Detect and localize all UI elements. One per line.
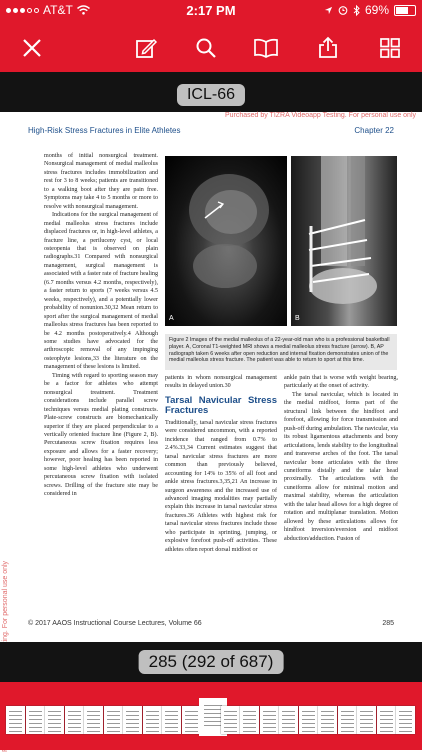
thumbnail-text-line bbox=[9, 723, 22, 724]
thumbnail-text-line bbox=[341, 731, 354, 732]
thumbnail-page[interactable] bbox=[123, 706, 142, 734]
thumbnail-text-line bbox=[146, 715, 159, 716]
figure-2 bbox=[165, 156, 397, 331]
thumbnail-text-line bbox=[224, 719, 237, 720]
thumbnail-text-line bbox=[321, 731, 334, 732]
thumbnail-text-line bbox=[360, 723, 373, 724]
thumbnail-text-line bbox=[263, 723, 276, 724]
thumbnail-text-line bbox=[107, 731, 120, 732]
thumbnail-text-line bbox=[204, 725, 222, 726]
thumbnail-text-line bbox=[321, 715, 334, 716]
thumbnail-text-line bbox=[126, 719, 139, 720]
thumbnail-text-line bbox=[341, 715, 354, 716]
thumbnail-text-line bbox=[360, 711, 373, 712]
thumbnail-text-line bbox=[302, 711, 315, 712]
thumbnail-text-line bbox=[107, 715, 120, 716]
thumbnail-text-line bbox=[146, 727, 159, 728]
thumbnail-text-line bbox=[165, 723, 178, 724]
close-button[interactable] bbox=[16, 32, 48, 64]
thumbnail-text-line bbox=[380, 727, 393, 728]
thumbnail-text-line bbox=[399, 715, 412, 716]
page-indicator-bar bbox=[0, 642, 422, 682]
thumbnail-text-line bbox=[165, 727, 178, 728]
thumbnail-text-line bbox=[9, 731, 22, 732]
thumbnail-text-line bbox=[243, 711, 256, 712]
thumbnail-text-line bbox=[48, 719, 61, 720]
thumbnail-page[interactable] bbox=[6, 706, 25, 734]
thumbnail-text-line bbox=[321, 727, 334, 728]
thumbnail-text-line bbox=[165, 711, 178, 712]
thumbnail-text-line bbox=[165, 715, 178, 716]
thumbnail-text-line bbox=[126, 731, 139, 732]
thumbnail-text-line bbox=[341, 719, 354, 720]
thumbnail-text-line bbox=[263, 715, 276, 716]
footer-page-number: 285 bbox=[382, 620, 394, 627]
thumbnail-text-line bbox=[126, 727, 139, 728]
thumbnail-text-line bbox=[126, 723, 139, 724]
paragraph: The tarsal navicular, which is located in the medial midfoot, forms part of the structural link between the hindfoot and forefoot, allowing for force transmission and push-off during ambulation. The navicular, via its robust ligamentous attachments and bony articulations, lends stability to the longitudinal and transverse arches of the foot. The tarsal navicular bone articulates with the three cuneiforms distally and the talar head proximally. The articulations with the cuneiforms allow for minimal motion and maximal stability, whereas the articulation with the talar head allows for a high degree of rotation and multiplanar translation. Motion allowed by these articulations allows for hindfoot inversion/eversion and midfoot abduction/adduction. Fusion of bbox=[284, 391, 398, 542]
thumbnail-page[interactable] bbox=[338, 706, 357, 734]
thumbnail-text-line bbox=[68, 731, 81, 732]
thumbnail-text-line bbox=[399, 731, 412, 732]
thumbnail-text-line bbox=[9, 715, 22, 716]
thumbnail-page[interactable] bbox=[162, 706, 181, 734]
thumbnail-text-line bbox=[107, 719, 120, 720]
thumbnail-text-line bbox=[224, 711, 237, 712]
status-time: 2:17 PM bbox=[186, 3, 236, 18]
thumbnail-strip[interactable] bbox=[0, 682, 422, 750]
thumbnail-text-line bbox=[185, 715, 198, 716]
watermark-top: Purchased by TIZRA Videoapp Testing. For personal use only bbox=[224, 112, 416, 119]
thumbnail-text-line bbox=[341, 711, 354, 712]
thumbnail-text-line bbox=[126, 715, 139, 716]
paragraph: months of initial nonsurgical treatment. Nonsurgical management of medial malleolus stress fractures includes immobilization and rest for 3 to 8 weeks; patients are transitioned to a walking boot after they are pain free. Symptoms may take 4 to 5 months or more to resolve with nonsurgical management. bbox=[44, 153, 158, 210]
thumbnail-text-line bbox=[107, 727, 120, 728]
table-of-contents-button[interactable] bbox=[250, 32, 282, 64]
thumbnail-grid-button[interactable] bbox=[374, 32, 406, 64]
thumbnail-text-line bbox=[126, 711, 139, 712]
thumbnail-text-line bbox=[380, 723, 393, 724]
thumbnail-text-line bbox=[87, 711, 100, 712]
running-head-title: High-Risk Stress Fractures in Elite Athletes bbox=[28, 126, 181, 135]
thumbnail-text-line bbox=[204, 721, 222, 722]
thumbnail-text-line bbox=[165, 719, 178, 720]
thumbnail-text-line bbox=[263, 719, 276, 720]
thumbnail-text-line bbox=[282, 723, 295, 724]
paragraph: patients in whom nonsurgical management results in delayed union.30 bbox=[165, 375, 277, 390]
thumbnail-text-line bbox=[243, 727, 256, 728]
thumbnail-text-line bbox=[146, 719, 159, 720]
location-arrow-icon bbox=[324, 6, 333, 15]
radiograph-image bbox=[291, 156, 397, 326]
battery-icon bbox=[394, 5, 416, 16]
thumbnail-text-line bbox=[48, 731, 61, 732]
thumbnail-text-line bbox=[399, 719, 412, 720]
top-bar bbox=[0, 0, 422, 72]
thumbnail-page[interactable] bbox=[221, 706, 240, 734]
thumbnail-text-line bbox=[29, 719, 42, 720]
thumbnail-text-line bbox=[302, 723, 315, 724]
carrier-label: AT&T bbox=[43, 3, 73, 17]
thumbnail-text-line bbox=[243, 731, 256, 732]
thumbnail-text-line bbox=[29, 715, 42, 716]
thumbnail-text-line bbox=[68, 715, 81, 716]
search-icon bbox=[195, 37, 217, 59]
document-page[interactable] bbox=[0, 112, 422, 642]
thumbnail-text-line bbox=[380, 711, 393, 712]
battery-level-fill bbox=[396, 7, 408, 14]
book-icon bbox=[254, 38, 278, 58]
thumbnail-text-line bbox=[399, 727, 412, 728]
document-title: ICL-66 bbox=[177, 84, 245, 106]
thumbnail-text-line bbox=[87, 719, 100, 720]
thumbnail-text-line bbox=[48, 727, 61, 728]
share-icon bbox=[318, 37, 338, 59]
thumbnail-text-line bbox=[87, 715, 100, 716]
thumbnail-text-line bbox=[282, 731, 295, 732]
thumbnail-text-line bbox=[185, 723, 198, 724]
reader-toolbar bbox=[0, 28, 422, 68]
thumbnail-page[interactable] bbox=[396, 706, 415, 734]
thumbnail-text-line bbox=[48, 715, 61, 716]
footer-copyright: © 2017 AAOS Instructional Course Lectures, Volume 66 bbox=[28, 620, 202, 627]
thumbnail-text-line bbox=[380, 715, 393, 716]
alarm-icon bbox=[338, 5, 348, 15]
paragraph: Timing with regard to sporting season may be a factor for athletes who attempt nonsurgical treatment. Treatment considerations include parallel screw techniques versus medial plating constructs. Plate-screw constructs are biomechanically superior if they are placed perpendicular to a vertically oriented fracture line (Figure 2, B). Percutaneous screw fixation requires less exposure and allows for a faster recovery; however, poor healing has been reported in some high-level athletes who underwent percutaneous screw fixation with isolated screws. Drilling of the fracture site may be considered in bbox=[44, 372, 158, 498]
thumbnail-page[interactable] bbox=[65, 706, 84, 734]
thumbnail-text-line bbox=[243, 715, 256, 716]
thumbnail-text-line bbox=[243, 719, 256, 720]
paragraph: Traditionally, tarsal navicular stress fractures were considered uncommon, with a reported incidence that ranged from 0.7% to 2.4%.33,34 Current estimates suggest that tarsal navicular stress fractures are more common than previously believed, accounting for 14% to 35% of all foot and ankle stress fractures.3,35,21 An increase in surgeon awareness and the increased use of advanced imaging modalities may partially explain this increase in tarsal navicular stress fractures.36 Athletes with highest risk for tarsal navicular stress fractures include those who participate in sprinting, jumping, or explosive forefoot push-off activities. These athletes often report dorsal midfoot or bbox=[165, 419, 277, 553]
thumbnail-text-line bbox=[321, 719, 334, 720]
thumbnail-text-line bbox=[165, 731, 178, 732]
thumbnail-text-line bbox=[341, 727, 354, 728]
thumbnail-page[interactable] bbox=[182, 706, 201, 734]
thumbnail-text-line bbox=[282, 711, 295, 712]
thumbnail-text-line bbox=[107, 711, 120, 712]
thumbnail-text-line bbox=[224, 731, 237, 732]
thumbnail-text-line bbox=[224, 723, 237, 724]
page-footer bbox=[28, 620, 394, 627]
thumbnail-text-line bbox=[302, 727, 315, 728]
thumbnail-text-line bbox=[302, 731, 315, 732]
thumbnail-page[interactable] bbox=[299, 706, 318, 734]
thumbnail-text-line bbox=[87, 731, 100, 732]
section-heading: Tarsal Navicular Stress Fractures bbox=[165, 394, 277, 416]
thumbnail-text-line bbox=[9, 727, 22, 728]
page-indicator: 285 (292 of 687) bbox=[139, 650, 284, 674]
thumbnail-text-line bbox=[321, 723, 334, 724]
thumbnail-text-line bbox=[360, 715, 373, 716]
thumbnail-text-line bbox=[302, 715, 315, 716]
search-button[interactable] bbox=[190, 32, 222, 64]
share-button[interactable] bbox=[312, 32, 344, 64]
thumbnail-text-line bbox=[224, 715, 237, 716]
thumbnail-text-line bbox=[360, 719, 373, 720]
thumbnail-text-line bbox=[185, 711, 198, 712]
thumbnail-text-line bbox=[360, 731, 373, 732]
thumbnail-page[interactable] bbox=[240, 706, 259, 734]
thumbnail-text-line bbox=[146, 723, 159, 724]
thumbnail-text-line bbox=[360, 727, 373, 728]
thumbnail-text-line bbox=[204, 717, 222, 718]
annotate-icon bbox=[135, 37, 157, 59]
figure-caption: Figure 2 Images of the medial malleolus of a 22-year-old man who is a professional basketball player. A, Coronal T1-weighted MRI shows a medial malleolus stress fracture (arrow). B, AP radiograph taken 6 weeks after open reduction and internal fixation demonstrates union of the medial malleolus stress fracture. The patient was able to return to sport at this time. bbox=[165, 334, 397, 370]
paragraph: ankle pain that is worse with weight bearing, particularly at the onset of activity. bbox=[284, 375, 398, 390]
thumbnail-text-line bbox=[68, 727, 81, 728]
thumbnail-text-line bbox=[29, 731, 42, 732]
grid-icon bbox=[379, 37, 401, 59]
thumbnail-text-line bbox=[302, 719, 315, 720]
annotate-button[interactable] bbox=[130, 32, 162, 64]
figure-label-a: A bbox=[169, 315, 174, 322]
thumbnail-text-line bbox=[399, 723, 412, 724]
thumbnail-text-line bbox=[68, 723, 81, 724]
status-bar bbox=[0, 0, 422, 20]
thumbnail-text-line bbox=[146, 711, 159, 712]
paragraph: Indications for the surgical management of medial malleolus stress fractures include displaced fractures or, in high-level athletes, a fracture line, a periluceny cyst, or local osteopenia that is observed on plain radiographs.31 Compared with nonsurgical management, surgical management is associated with a faster rate of fracture healing (6.7 months versus 4.2 months, respectively), a faster return to sports (7 weeks versus 4.5 weeks, respectively), and a potentially lower probability of nonunion.30,32 Mean return to sport after the surgical management of medial malleolus stress fractures has been reported to be 4.2 months postoperatively.4 Although some studies have advocated for the arthroscopic removal of any impinging osteophyte lesions,33 the literature on the management of these lesions is limited. bbox=[44, 212, 158, 371]
thumbnail-text-line bbox=[399, 711, 412, 712]
thumbnail-text-line bbox=[107, 723, 120, 724]
thumbnail-page[interactable] bbox=[84, 706, 103, 734]
thumbnail-text-line bbox=[68, 719, 81, 720]
thumbnail-text-line bbox=[380, 731, 393, 732]
thumbnail-text-line bbox=[146, 731, 159, 732]
text-column-3 bbox=[284, 374, 398, 543]
thumbnail-text-line bbox=[224, 727, 237, 728]
mri-image bbox=[165, 156, 287, 326]
thumbnail-text-line bbox=[9, 711, 22, 712]
thumbnail-text-line bbox=[282, 715, 295, 716]
running-head-chapter: Chapter 22 bbox=[354, 126, 394, 135]
thumbnail-text-line bbox=[29, 711, 42, 712]
thumbnail-text-line bbox=[204, 705, 222, 706]
thumbnail-page[interactable] bbox=[260, 706, 279, 734]
thumbnail-text-line bbox=[282, 727, 295, 728]
thumbnail-text-line bbox=[263, 727, 276, 728]
running-head bbox=[28, 126, 394, 135]
thumbnail-text-line bbox=[48, 711, 61, 712]
thumbnail-text-line bbox=[87, 723, 100, 724]
thumbnail-text-line bbox=[263, 731, 276, 732]
thumbnail-text-line bbox=[185, 719, 198, 720]
thumbnail-text-line bbox=[204, 713, 222, 714]
thumbnail-text-line bbox=[185, 727, 198, 728]
thumbnail-text-line bbox=[263, 711, 276, 712]
thumbnail-text-line bbox=[185, 731, 198, 732]
thumbnail-page[interactable] bbox=[318, 706, 337, 734]
thumbnail-page[interactable] bbox=[357, 706, 376, 734]
thumbnail-text-line bbox=[87, 727, 100, 728]
thumbnail-page[interactable] bbox=[143, 706, 162, 734]
thumbnail-text-line bbox=[341, 723, 354, 724]
text-column-1 bbox=[44, 152, 158, 499]
thumbnail-page[interactable] bbox=[26, 706, 45, 734]
thumbnail-text-line bbox=[204, 709, 222, 710]
text-column-2 bbox=[165, 374, 277, 554]
thumbnail-text-line bbox=[282, 719, 295, 720]
thumbnail-page[interactable] bbox=[45, 706, 64, 734]
thumbnail-text-line bbox=[29, 723, 42, 724]
thumbnail-page[interactable] bbox=[104, 706, 123, 734]
bluetooth-icon bbox=[353, 5, 360, 16]
battery-percent: 69% bbox=[364, 3, 389, 17]
thumbnail-text-line bbox=[68, 711, 81, 712]
thumbnail-text-line bbox=[48, 723, 61, 724]
figure-label-b: B bbox=[295, 315, 300, 322]
thumbnail-text-line bbox=[321, 711, 334, 712]
thumbnail-page[interactable] bbox=[279, 706, 298, 734]
thumbnail-text-line bbox=[380, 719, 393, 720]
thumbnail-text-line bbox=[243, 723, 256, 724]
thumbnail-text-line bbox=[9, 719, 22, 720]
close-icon bbox=[22, 38, 42, 58]
title-bar bbox=[0, 72, 422, 112]
thumbnail-text-line bbox=[29, 727, 42, 728]
thumbnail-page[interactable] bbox=[377, 706, 396, 734]
